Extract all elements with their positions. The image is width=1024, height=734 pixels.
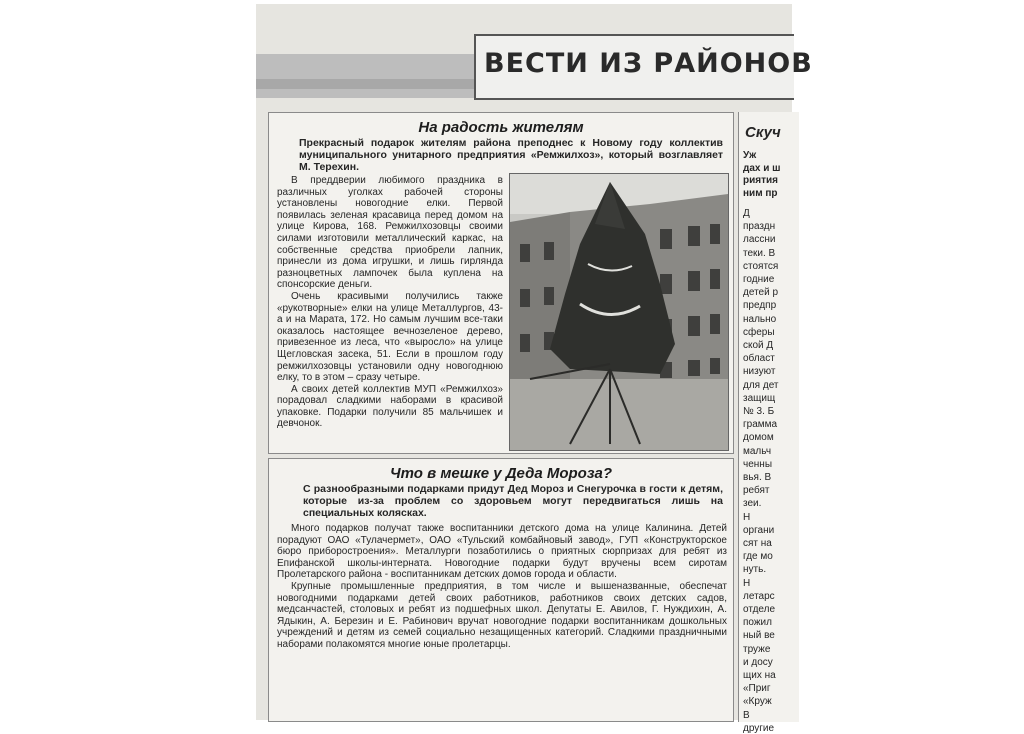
column-3-line: пожил xyxy=(743,617,772,629)
column-3-line: стоятся xyxy=(743,260,779,272)
column-3-line: другие xyxy=(743,722,775,734)
column-3-line: где мо xyxy=(743,551,773,563)
article-2-paragraph: Много подарков получат также воспитанники детского дома на улице Калинина. Детей порадуют ОАО «Тулачермет», ОАО «Тульский комбайновый завод», ГУП «Конструкторское бюро приборостроения». Металлурги позаботились о приятных сюрпризах для ребят из Епифанской школы-интерната. Новогодние подарки будут вручены всем сиротам Пролетарского района - воспитанникам детских домов города и области. xyxy=(277,523,727,581)
column-3-line: годние xyxy=(743,274,775,285)
column-3-line: «Приг xyxy=(743,683,771,695)
cropped-column-3 xyxy=(738,112,799,734)
column-3-line: предпр xyxy=(743,300,777,312)
column-3-line: теки. В xyxy=(743,247,776,259)
column-3-line: детей р xyxy=(743,287,779,299)
column-3-line: Н xyxy=(743,511,751,523)
column-3-line: сят на xyxy=(743,538,772,549)
column-3-line: № 3. Б xyxy=(743,406,775,417)
article-2-lead: С разнообразными подарками придут Дед Мороз и Снегурочка в гости к детям, которые из-за проблем со здоровьем могут передвигаться лишь на специальных колясках. xyxy=(303,483,723,520)
article-2-body xyxy=(277,523,727,651)
column-3-line: «Круж xyxy=(743,696,772,708)
column-3-line: щих на xyxy=(743,670,776,681)
article-2 xyxy=(268,458,734,722)
column-3-line: област xyxy=(743,353,775,365)
column-3-line: ный ве xyxy=(743,630,775,642)
column-3-line: Д xyxy=(743,208,750,219)
column-3-lead-line: дах и ш xyxy=(743,162,781,174)
article-2-paragraph: Крупные промышленные предприятия, в том числе и вышеназванные, обеспечат новогодними подарками детей своих работников, работников своих детских садов, медсанчастей, столовых и ребят из подшефных школ. Депутаты Е. Авилов, Г. Нуждихин, А. Ядыкин, А. Березин и Е. Рабинович вручат новогодние подарки воспитанникам дошкольных учреждений и детям из семей социально незащищенных категорий. Сладкими праздничными наборами полакомятся многие юные пролетарцы. xyxy=(277,580,727,650)
column-3-line: сферы xyxy=(743,326,775,338)
column-3-line: лассни xyxy=(743,234,776,246)
column-3-line: ской Д xyxy=(743,340,774,351)
article-1-paragraph: Очень красивыми получились также «рукотворные» елки на улице Металлургов, 43-а и на Марата, 172. Но самым лучшим все-таки оказалось настоящее вечнозеленое дерево, привезенное из леса, что «выросло» на улице Щегловская засека, 51. Если в прошлом году ремжилхозовцы установили одну новогоднюю елку, то в этом – сразу четыре. xyxy=(277,290,503,384)
column-3-line: отделе xyxy=(743,604,776,615)
column-3-lead-line: ним пр xyxy=(743,187,778,199)
newspaper-page xyxy=(256,4,813,734)
article-1-paragraph: А своих детей коллектив МУП «Ремжилхоз» порадовал сладкими наборами в красивой упаковке. Подарки получили 85 мальчишек и девчонок. xyxy=(277,383,503,430)
column-3-line: низуют xyxy=(743,366,776,378)
article-1-lead: Прекрасный подарок жителям района преподнес к Новому году коллектив муниципального унитарного предприятия «Ремжилхоз», который возглавляет М. Терехин. xyxy=(299,137,723,174)
column-3-line: вья. В xyxy=(743,472,772,483)
christmas-tree-photo-image xyxy=(510,174,728,450)
column-3-line: и досу xyxy=(743,656,773,668)
column-3-line: праздн xyxy=(743,221,776,233)
column-3-line: ребят xyxy=(743,485,770,497)
column-3-lead-line: Уж xyxy=(743,150,757,161)
column-3-line: зеи. xyxy=(743,498,762,510)
column-3-line: органи xyxy=(743,524,775,536)
column-3-line: грамма xyxy=(743,419,778,431)
article-1-paragraph: В преддверии любимого праздника в различных уголках рабочей стороны установлены новогодние елки. Первой появилась зеленая красавица перед домом на улице Кирова, 168. Ремжилхозовцы своими силами изготовили металлический каркас, на собственные средства приобрели лапник, принесли из дома игрушки, и лишь гирлянда разноцветных лампочек была куплена на спонсорские деньги. xyxy=(277,175,503,291)
column-3-line: мальч xyxy=(743,445,772,457)
article-1-headline: На радость жителям xyxy=(418,119,584,136)
column-3-headline: Скуч xyxy=(745,124,781,141)
column-3-line: Н xyxy=(743,577,751,589)
column-3-line: домом xyxy=(743,432,774,444)
article-2-headline: Что в мешке у Деда Мороза? xyxy=(390,465,612,482)
section-title: ВЕСТИ ИЗ РАЙОНОВ xyxy=(484,48,813,79)
column-3-line: труже xyxy=(743,643,771,655)
article-1 xyxy=(268,112,734,454)
column-3-lead-line: риятия xyxy=(743,175,778,186)
column-3-line: нально xyxy=(743,313,777,325)
column-3-line: нуть. xyxy=(743,564,767,576)
column-3-line: В xyxy=(743,709,750,721)
article-1-body xyxy=(277,175,503,430)
column-3-line: летарс xyxy=(743,590,775,602)
christmas-tree-photo xyxy=(509,173,729,451)
column-3-line: защищ xyxy=(743,392,776,404)
column-3-line: для дет xyxy=(743,379,779,391)
column-3-line: ченны xyxy=(743,458,773,470)
